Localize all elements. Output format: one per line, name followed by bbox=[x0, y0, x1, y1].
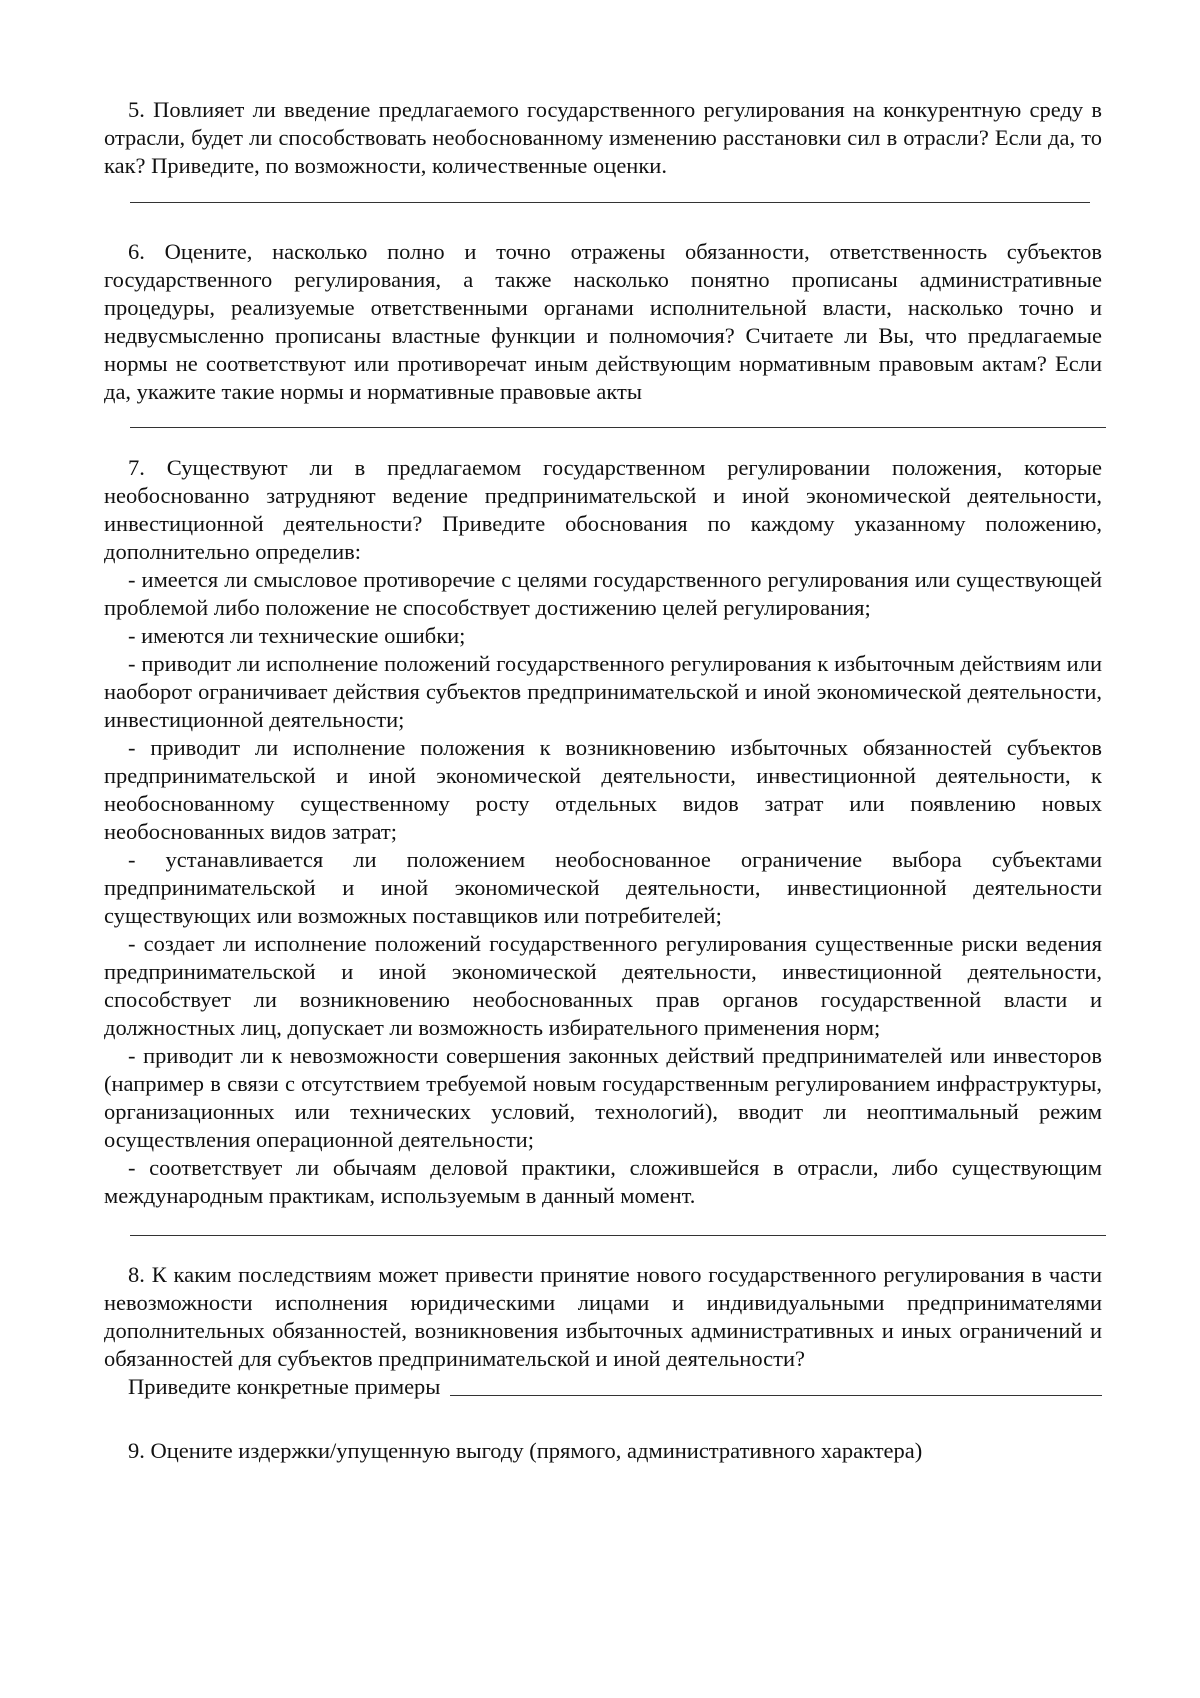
question-7-bullet: - имеются ли технические ошибки; bbox=[128, 623, 466, 648]
question-7-bullet: - приводит ли исполнение положений государственного регулирования к избыточным действиям или наоборот ограничивает действия субъектов предпринимательской и иной экономической деятельности, инвестиционной деятельности; bbox=[104, 651, 1102, 732]
question-7-bullet: - устанавливается ли положением необоснованное ограничение выбора субъектами предпринимательской и иной экономической деятельности, инвестиционной деятельности существующих или возможных поставщиков или потребителей; bbox=[104, 847, 1102, 928]
examples-label: Приведите конкретные примеры bbox=[128, 1374, 441, 1399]
question-5: 5. Повлияет ли введение предлагаемого государственного регулирования на конкурентную среду в отрасли, будет ли способствовать необоснованному изменению расстановки сил в отрасли? Если да, то как? Приведите, по возможности, количественные оценки. bbox=[104, 97, 1102, 178]
question-7-bullet: - приводит ли исполнение положения к возникновению избыточных обязанностей субъектов предпринимательской и иной экономической деятельности, инвестиционной деятельности, к необоснованному существенному росту отдельных видов затрат или появлению новых необоснованных видов затрат; bbox=[104, 735, 1102, 844]
document-page bbox=[104, 96, 1102, 1465]
answer-line-6[interactable] bbox=[130, 427, 1106, 428]
question-8: 8. К каким последствиям может привести принятие нового государственного регулирования в части невозможности исполнения юридическими лицами и индивидуальными предпринимателями дополнительных обязанностей, возникновения избыточных административных и иных ограничений и обязанностей для субъектов предпринимательской и иной деятельности? bbox=[104, 1262, 1102, 1371]
question-7-bullet: - имеется ли смысловое противоречие с целями государственного регулирования или существующей проблемой либо положение не способствует достижению целей регулирования; bbox=[104, 567, 1102, 620]
question-7-intro: 7. Существуют ли в предлагаемом государственном регулировании положения, которые необоснованно затрудняют ведение предпринимательской и иной экономической деятельности, инвестиционной деятельности? Приведите обоснования по каждому указанному положению, дополнительно определив: bbox=[104, 455, 1102, 564]
question-6: 6. Оцените, насколько полно и точно отражены обязанности, ответственность субъектов государственного регулирования, а также насколько понятно прописаны административные процедуры, реализуемые ответственными органами исполнительной власти, насколько точно и недвусмысленно прописаны властные функции и полномочия? Считаете ли Вы, что предлагаемые нормы не соответствуют или противоречат иным действующим нормативным правовым актам? Если да, укажите такие нормы и нормативные правовые акты bbox=[104, 239, 1102, 404]
question-9: 9. Оцените издержки/упущенную выгоду (прямого, административного характера) bbox=[128, 1438, 923, 1463]
question-7-bullet: - соответствует ли обычаям деловой практики, сложившейся в отрасли, либо существующим международным практикам, используемым в данный момент. bbox=[104, 1155, 1102, 1208]
question-7-bullet: - приводит ли к невозможности совершения законных действий предпринимателей или инвесторов (например в связи с отсутствием требуемой новым государственным регулированием инфраструктуры, организационных или технических условий, технологий), вводит ли неоптимальный режим осуществления операционной деятельности; bbox=[104, 1043, 1102, 1152]
question-7-bullet: - создает ли исполнение положений государственного регулирования существенные риски ведения предпринимательской и иной экономической деятельности, инвестиционной деятельности, способствует ли возникновению необоснованных прав органов государственной власти и должностных лиц, допускает ли возможность избирательного применения норм; bbox=[104, 931, 1102, 1040]
examples-row bbox=[104, 1373, 1102, 1401]
answer-line-7[interactable] bbox=[130, 1235, 1106, 1236]
answer-line-8[interactable] bbox=[450, 1395, 1102, 1396]
answer-line-5[interactable] bbox=[130, 202, 1090, 203]
